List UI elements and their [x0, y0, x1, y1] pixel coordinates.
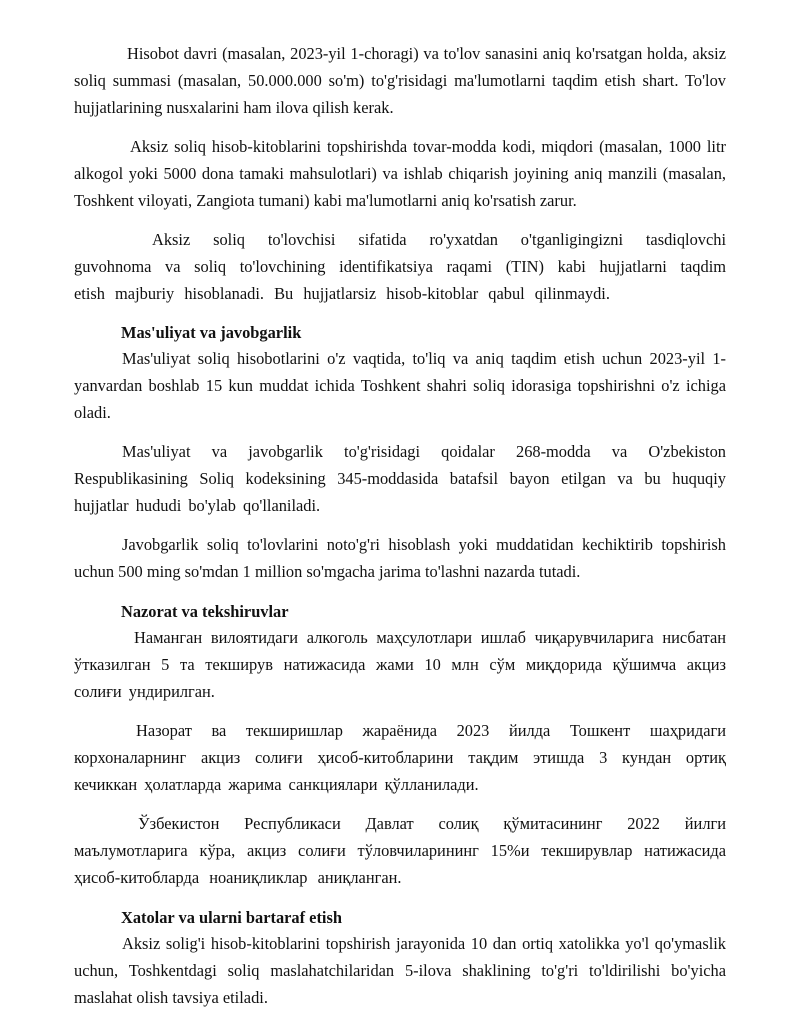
section-heading-responsibility: Mas'uliyat va javobgarlik [121, 323, 302, 342]
paragraph-errors-advice: Aksiz solig'i hisob-kitoblarini topshirish jarayonida 10 dan ortiq xatolikka yo'l qo'ymaslik uchun, Toshkentdagi soliq maslahatchilaridan 5-ilova shaklining to'g'ri to'ldirilishi bo'yicha maslahat olish tavsiya etiladi. [74, 934, 726, 1007]
paragraph-goods-code: Aksiz soliq hisob-kitoblarini topshirishda tovar-modda kodi, miqdori (masalan, 1000 litr alkogol yoki 5000 dona tamaki mahsulotlari) va ishlab chiqarish joyining aniq manzili (masalan, Toshkent viloyati, Zangiota tumani) kabi ma'lumotlarni aniq ko'rsatish zarur. [74, 137, 726, 210]
paragraph-reporting-period: Hisobot davri (masalan, 2023-yil 1-choragi) va to'lov sanasini aniq ko'rsatgan holda, aksiz soliq summasi (masalan, 50.000.000 so'm) to'g'risidagi ma'lumotlarni taqdim etish shart. To'lov hujjatlarining nusxalarini ham ilova qilish kerak. [74, 44, 726, 117]
document-page [74, 40, 726, 1011]
paragraph-namangan-inspections: Наманган вилоятидаги алкоголь маҳсулотлари ишлаб чиқарувчиларига нисбатан ўтказилган 5 та текширув натижасида жами 10 млн сўм миқдорида қўшимча акциз солиғи ундирилган. [74, 628, 726, 701]
paragraph-liability-fine: Javobgarlik soliq to'lovlarini noto'g'ri hisoblash yoki muddatidan kechiktirib topshirish uchun 500 ming so'mdan 1 million so'mgacha jarima to'lashni nazarda tutadi. [74, 535, 726, 581]
paragraph-registration-certificate: Aksiz soliq to'lovchisi sifatida ro'yxatdan o'tganligingizni tasdiqlovchi guvohnoma va soliq to'lovchining identifikatsiya raqami (TIN) kabi hujjatlarni taqdim etish majburiy hisoblanadi. Bu hujjatlarsiz hisob-kitoblar qabul qilinmaydi. [74, 230, 726, 303]
paragraph-tashkent-enterprises: Назорат ва текширишлар жараёнида 2023 йилда Тошкент шаҳридаги корхоналарнинг акциз солиғи ҳисоб-китобларини тақдим этишда 3 кундан ортиқ кечиккан ҳолатларда жарима санкциялари қўлланилади. [74, 721, 726, 794]
section-heading-errors: Xatolar va ularni bartaraf etish [121, 908, 342, 927]
paragraph-responsibility-deadline: Mas'uliyat soliq hisobotlarini o'z vaqtida, to'liq va aniq taqdim etish uchun 2023-yil 1-yanvardan boshlab 15 kun muddat ichida Toshkent shahri soliq idorasiga topshirishni o'z ichiga oladi. [74, 349, 726, 422]
section-heading-control: Nazorat va tekshiruvlar [121, 602, 289, 621]
paragraph-responsibility-rules: Mas'uliyat va javobgarlik to'g'risidagi qoidalar 268-modda va O'zbekiston Respublikasining Soliq kodeksining 345-moddasida batafsil bayon etilgan va bu huquqiy hujjatlar hududi bo'ylab qo'llaniladi. [74, 442, 726, 515]
paragraph-tax-committee-data: Ўзбекистон Республикаси Давлат солиқ қўмитасининг 2022 йилги маълумотларига кўра, акциз солиғи тўловчиларининг 15%и текширувлар натижасида ҳисоб-китобларда ноаниқликлар аниқланган. [74, 814, 726, 887]
